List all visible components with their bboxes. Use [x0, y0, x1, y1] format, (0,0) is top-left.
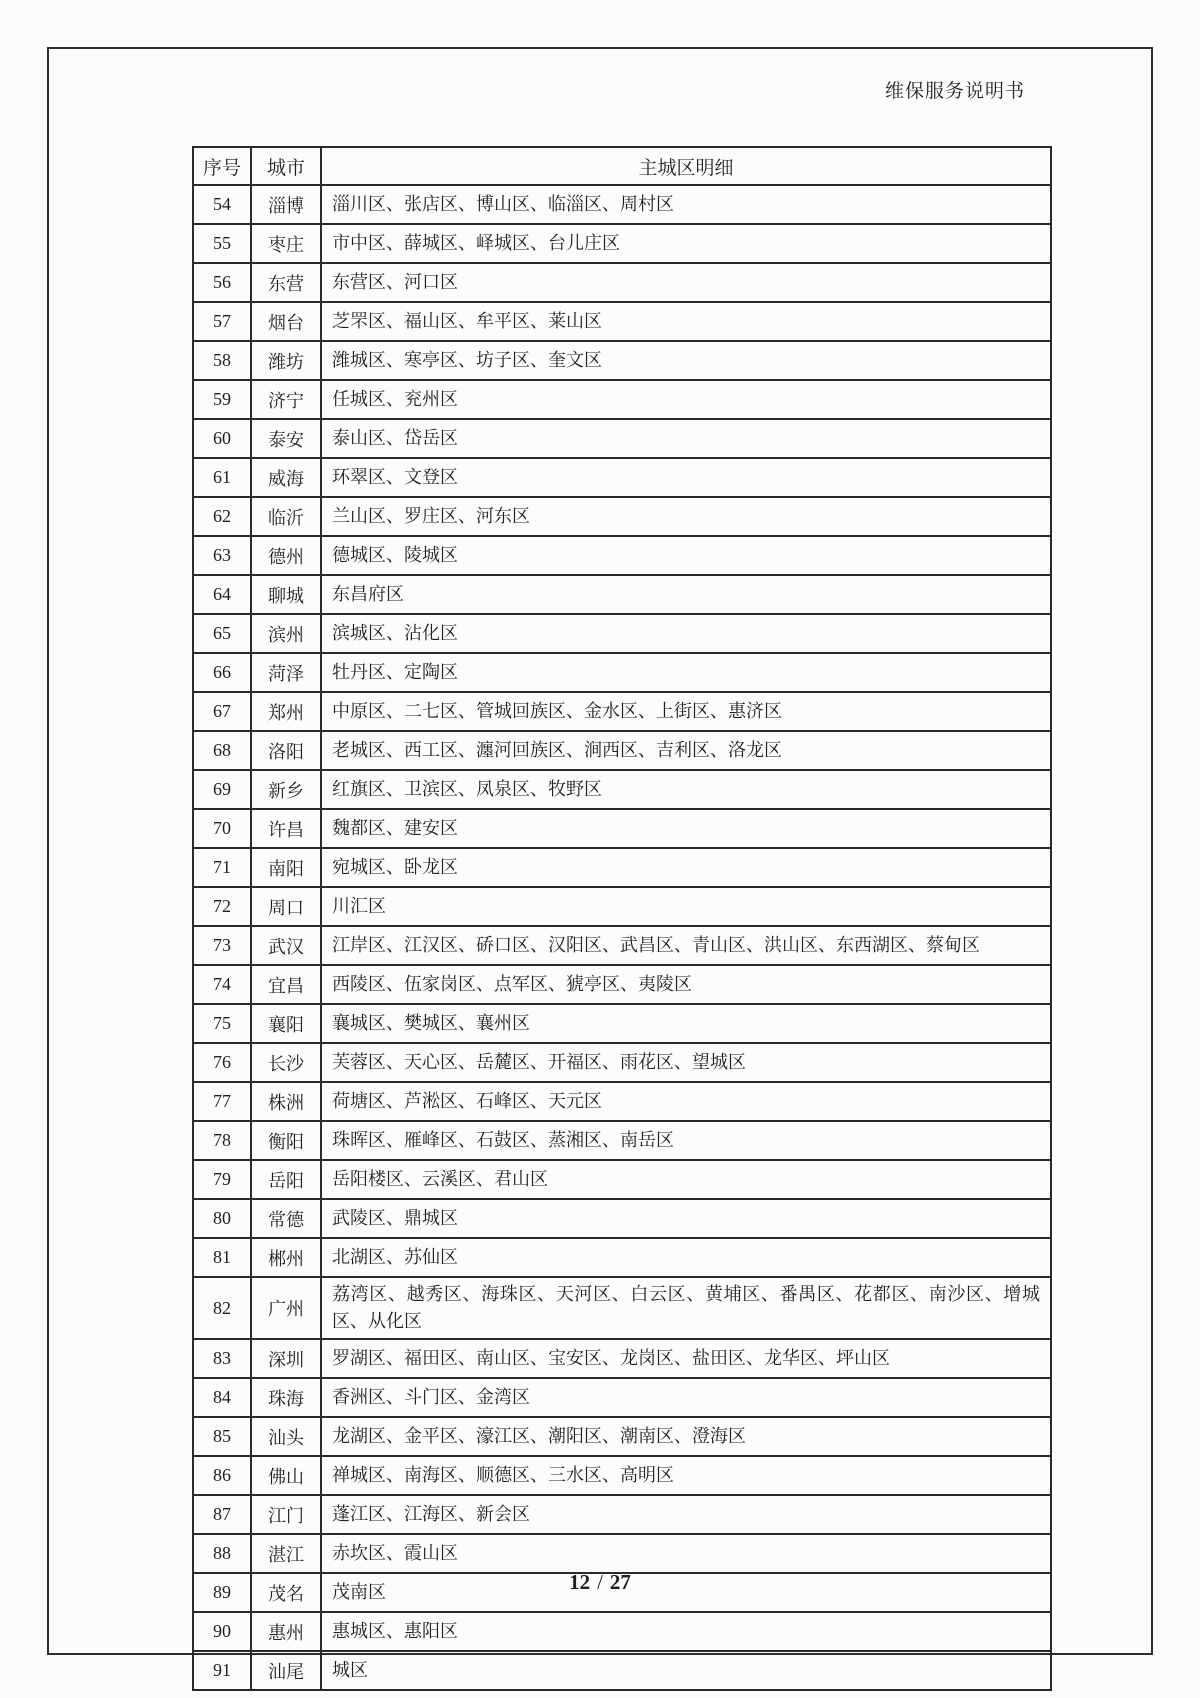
row-districts: 西陵区、伍家岗区、点军区、猇亭区、夷陵区: [321, 965, 1051, 1004]
row-no: 90: [193, 1612, 251, 1651]
page-number-separator: /: [597, 1570, 603, 1594]
table-row: [193, 1378, 1051, 1417]
table-row: [193, 1417, 1051, 1456]
row-city: 新乡: [251, 770, 321, 809]
row-no: 80: [193, 1199, 251, 1238]
row-city: 襄阳: [251, 1004, 321, 1043]
row-city: 烟台: [251, 302, 321, 341]
row-city: 淄博: [251, 185, 321, 224]
row-no: 72: [193, 887, 251, 926]
row-city: 周口: [251, 887, 321, 926]
row-districts: 茂南区: [321, 1573, 1051, 1612]
row-no: 70: [193, 809, 251, 848]
table-row: [193, 614, 1051, 653]
table-row: [193, 1082, 1051, 1121]
table-row: [193, 1339, 1051, 1378]
row-city: 岳阳: [251, 1160, 321, 1199]
row-no: 57: [193, 302, 251, 341]
row-districts: 城区: [321, 1651, 1051, 1690]
row-no: 89: [193, 1573, 251, 1612]
table-row: [193, 1612, 1051, 1651]
row-districts: 禅城区、南海区、顺德区、三水区、高明区: [321, 1456, 1051, 1495]
table-row: [193, 1160, 1051, 1199]
row-no: 71: [193, 848, 251, 887]
row-districts: 东昌府区: [321, 575, 1051, 614]
table-row: [193, 1121, 1051, 1160]
row-city: 汕尾: [251, 1651, 321, 1690]
table-row: [193, 419, 1051, 458]
row-city: 聊城: [251, 575, 321, 614]
row-city: 临沂: [251, 497, 321, 536]
row-no: 88: [193, 1534, 251, 1573]
row-no: 62: [193, 497, 251, 536]
row-districts: 北湖区、苏仙区: [321, 1238, 1051, 1277]
row-districts: 荔湾区、越秀区、海珠区、天河区、白云区、黄埔区、番禺区、花都区、南沙区、增城区、从化区: [321, 1277, 1051, 1339]
district-table: [192, 146, 1052, 1691]
table-row: [193, 1238, 1051, 1277]
row-city: 潍坊: [251, 341, 321, 380]
page-number: [0, 1570, 1200, 1595]
row-no: 68: [193, 731, 251, 770]
table-row: [193, 887, 1051, 926]
table-row: [193, 1651, 1051, 1690]
row-districts: 德城区、陵城区: [321, 536, 1051, 575]
row-city: 株洲: [251, 1082, 321, 1121]
table-row: [193, 536, 1051, 575]
row-no: 75: [193, 1004, 251, 1043]
row-no: 65: [193, 614, 251, 653]
row-districts: 武陵区、鼎城区: [321, 1199, 1051, 1238]
table-header-row: [193, 147, 1051, 185]
row-city: 湛江: [251, 1534, 321, 1573]
row-districts: 牡丹区、定陶区: [321, 653, 1051, 692]
row-no: 86: [193, 1456, 251, 1495]
row-districts: 罗湖区、福田区、南山区、宝安区、龙岗区、盐田区、龙华区、坪山区: [321, 1339, 1051, 1378]
row-districts: 芝罘区、福山区、牟平区、莱山区: [321, 302, 1051, 341]
row-districts: 淄川区、张店区、博山区、临淄区、周村区: [321, 185, 1051, 224]
row-no: 87: [193, 1495, 251, 1534]
row-city: 珠海: [251, 1378, 321, 1417]
table-row: [193, 380, 1051, 419]
row-city: 南阳: [251, 848, 321, 887]
table-row: [193, 575, 1051, 614]
row-districts: 潍城区、寒亭区、坊子区、奎文区: [321, 341, 1051, 380]
row-no: 78: [193, 1121, 251, 1160]
row-city: 郑州: [251, 692, 321, 731]
table-row: [193, 692, 1051, 731]
table-row: [193, 848, 1051, 887]
row-districts: 襄城区、樊城区、襄州区: [321, 1004, 1051, 1043]
row-city: 德州: [251, 536, 321, 575]
row-no: 61: [193, 458, 251, 497]
row-districts: 任城区、兖州区: [321, 380, 1051, 419]
row-city: 菏泽: [251, 653, 321, 692]
row-city: 常德: [251, 1199, 321, 1238]
table-row: [193, 809, 1051, 848]
row-districts: 芙蓉区、天心区、岳麓区、开福区、雨花区、望城区: [321, 1043, 1051, 1082]
row-districts: 市中区、薛城区、峄城区、台儿庄区: [321, 224, 1051, 263]
row-districts: 江岸区、江汉区、硚口区、汉阳区、武昌区、青山区、洪山区、东西湖区、蔡甸区: [321, 926, 1051, 965]
row-city: 枣庄: [251, 224, 321, 263]
table-row: [193, 1534, 1051, 1573]
row-districts: 珠晖区、雁峰区、石鼓区、蒸湘区、南岳区: [321, 1121, 1051, 1160]
row-city: 泰安: [251, 419, 321, 458]
row-districts: 东营区、河口区: [321, 263, 1051, 302]
row-districts: 中原区、二七区、管城回族区、金水区、上街区、惠济区: [321, 692, 1051, 731]
row-districts: 惠城区、惠阳区: [321, 1612, 1051, 1651]
document-header: 维保服务说明书: [884, 81, 1025, 102]
row-districts: 红旗区、卫滨区、凤泉区、牧野区: [321, 770, 1051, 809]
row-districts: 老城区、西工区、瀍河回族区、涧西区、吉利区、洛龙区: [321, 731, 1051, 770]
row-districts: 岳阳楼区、云溪区、君山区: [321, 1160, 1051, 1199]
row-no: 60: [193, 419, 251, 458]
table-row: [193, 341, 1051, 380]
table-row: [193, 1456, 1051, 1495]
row-city: 滨州: [251, 614, 321, 653]
row-no: 66: [193, 653, 251, 692]
row-districts: 龙湖区、金平区、濠江区、潮阳区、潮南区、澄海区: [321, 1417, 1051, 1456]
row-city: 洛阳: [251, 731, 321, 770]
row-districts: 赤坎区、霞山区: [321, 1534, 1051, 1573]
table-row: [193, 185, 1051, 224]
row-city: 广州: [251, 1277, 321, 1339]
row-city: 佛山: [251, 1456, 321, 1495]
row-city: 茂名: [251, 1573, 321, 1612]
row-city: 宜昌: [251, 965, 321, 1004]
row-no: 81: [193, 1238, 251, 1277]
row-city: 许昌: [251, 809, 321, 848]
row-city: 威海: [251, 458, 321, 497]
table-row: [193, 770, 1051, 809]
row-no: 82: [193, 1277, 251, 1339]
row-districts: 兰山区、罗庄区、河东区: [321, 497, 1051, 536]
row-no: 83: [193, 1339, 251, 1378]
table-row: [193, 1043, 1051, 1082]
row-city: 济宁: [251, 380, 321, 419]
row-no: 79: [193, 1160, 251, 1199]
page-number-total: 27: [609, 1570, 631, 1594]
row-city: 深圳: [251, 1339, 321, 1378]
col-header-no: 序号: [193, 147, 251, 185]
col-header-city: 城市: [251, 147, 321, 185]
table-row: [193, 926, 1051, 965]
row-city: 衡阳: [251, 1121, 321, 1160]
table-row: [193, 302, 1051, 341]
row-no: 69: [193, 770, 251, 809]
row-districts: 宛城区、卧龙区: [321, 848, 1051, 887]
table-row: [193, 224, 1051, 263]
table-body: [193, 185, 1051, 1690]
row-city: 汕头: [251, 1417, 321, 1456]
row-no: 64: [193, 575, 251, 614]
table-row: [193, 497, 1051, 536]
row-no: 55: [193, 224, 251, 263]
row-no: 54: [193, 185, 251, 224]
row-no: 59: [193, 380, 251, 419]
row-no: 85: [193, 1417, 251, 1456]
row-no: 77: [193, 1082, 251, 1121]
row-city: 江门: [251, 1495, 321, 1534]
row-no: 63: [193, 536, 251, 575]
row-city: 武汉: [251, 926, 321, 965]
row-city: 郴州: [251, 1238, 321, 1277]
row-city: 惠州: [251, 1612, 321, 1651]
row-city: 东营: [251, 263, 321, 302]
row-no: 58: [193, 341, 251, 380]
row-no: 91: [193, 1651, 251, 1690]
table-row: [193, 1199, 1051, 1238]
row-no: 56: [193, 263, 251, 302]
page-number-current: 12: [569, 1570, 591, 1594]
row-districts: 环翠区、文登区: [321, 458, 1051, 497]
row-no: 67: [193, 692, 251, 731]
row-no: 76: [193, 1043, 251, 1082]
row-districts: 香洲区、斗门区、金湾区: [321, 1378, 1051, 1417]
row-no: 73: [193, 926, 251, 965]
col-header-districts: 主城区明细: [321, 147, 1051, 185]
row-districts: 魏都区、建安区: [321, 809, 1051, 848]
table-row: [193, 731, 1051, 770]
row-districts: 蓬江区、江海区、新会区: [321, 1495, 1051, 1534]
table-row: [193, 1277, 1051, 1339]
table-row: [193, 263, 1051, 302]
table-row: [193, 965, 1051, 1004]
table-row: [193, 1495, 1051, 1534]
table-row: [193, 458, 1051, 497]
row-districts: 滨城区、沾化区: [321, 614, 1051, 653]
row-city: 长沙: [251, 1043, 321, 1082]
row-districts: 川汇区: [321, 887, 1051, 926]
table-row: [193, 1004, 1051, 1043]
row-districts: 荷塘区、芦淞区、石峰区、天元区: [321, 1082, 1051, 1121]
row-districts: 泰山区、岱岳区: [321, 419, 1051, 458]
row-no: 74: [193, 965, 251, 1004]
row-no: 84: [193, 1378, 251, 1417]
table-row: [193, 653, 1051, 692]
